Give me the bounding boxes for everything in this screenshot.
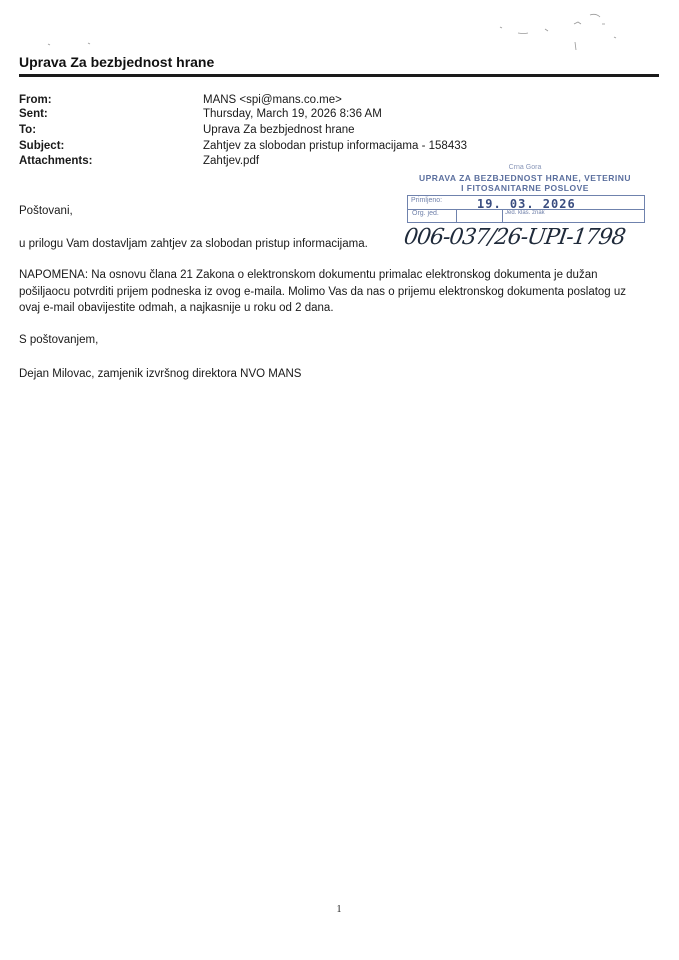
note-line-3: ovaj e-mail obavijestite odmah, a najkasnije u roku od 2 dana. [19,302,334,314]
header-to-row [19,124,659,139]
subject-label: Subject: [19,140,65,152]
stamp-number-label: Jed. klas. znak [505,210,545,216]
attachment-link[interactable]: Zahtjev.pdf [203,155,260,167]
stamp-grid [407,195,645,223]
greeting: Poštovani, [19,205,73,217]
header-subject-row [19,140,659,155]
intro-text: u prilogu Vam dostavljam zahtjev za slobodan pristup informacijama. [19,238,368,250]
to-value: Uprava Za bezbjednost hrane [203,124,355,136]
sent-label: Sent: [19,108,48,120]
note-line-2: pošiljaocu potvrditi prijem podneska iz ovog e-maila. Molimo Vas da nas o prijemu elektronskog dokumenta poslatog uz [19,286,627,298]
stamp-agency-line2: I FITOSANITARNE POSLOVE [461,183,589,193]
stamp-date: 19. 03. 2026 [477,197,576,211]
from-value: MANS <spi@mans.co.me> [203,94,342,106]
stamp-received-label: Primljeno: [411,197,443,204]
note-line-1: NAPOMENA: Na osnovu člana 21 Zakona o elektronskom dokumentu primalac elektronskog dokumenta je dužan [19,269,598,281]
header-from-row [19,94,659,109]
from-label: From: [19,94,52,106]
stamp-agency-line1: UPRAVA ZA BEZBJEDNOST HRANE, VETERINU [418,173,632,183]
stamp-top-text: Crna Gora [508,164,542,171]
received-stamp [395,164,655,224]
attachments-label: Attachments: [19,155,93,167]
subject-value: Zahtjev za slobodan pristup informacijama - 158433 [203,140,468,152]
handwritten-reference-number: 006-037/26-UPI-1798 [402,225,627,250]
organization-title: Uprava Za bezbjednost hrane [19,54,215,70]
page-number: 1 [336,904,342,915]
to-label: To: [19,124,37,136]
stamp-org-unit-label: Org. jed. [412,210,439,217]
sent-value: Thursday, March 19, 2026 8:36 AM [203,108,382,120]
signature: Dejan Milovac, zamjenik izvršnog direktora NVO MANS [19,368,302,380]
title-divider [19,74,659,77]
closing: S poštovanjem, [19,334,99,346]
header-sent-row [19,108,659,123]
